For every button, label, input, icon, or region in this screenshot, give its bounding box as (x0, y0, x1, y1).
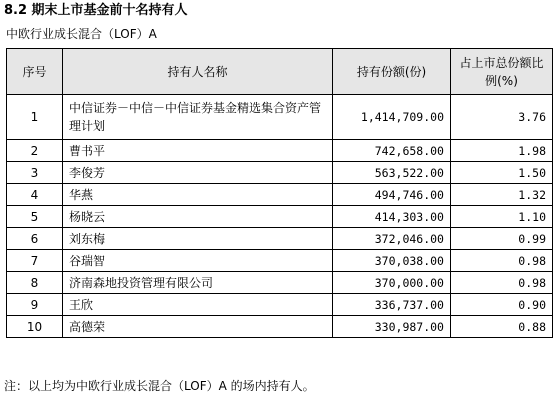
cell-holding-ratio: 1.50 (451, 162, 553, 184)
header-holding-amount: 持有份额(份) (333, 49, 451, 95)
section-title: 8.2 期末上市基金前十名持有人 (4, 3, 188, 18)
cell-holder-name: 谷瑞智 (63, 250, 333, 272)
cell-holding-amount: 494,746.00 (333, 184, 451, 206)
header-no: 序号 (7, 49, 63, 95)
table-row (7, 250, 553, 272)
cell-holding-amount: 1,414,709.00 (333, 95, 451, 140)
table-row (7, 272, 553, 294)
cell-holding-amount: 330,987.00 (333, 316, 451, 338)
cell-holder-name: 王欣 (63, 294, 333, 316)
cell-holding-ratio: 0.98 (451, 272, 553, 294)
cell-no: 7 (7, 250, 63, 272)
cell-holding-ratio: 0.99 (451, 228, 553, 250)
cell-holder-name: 中信证券－中信－中信证券基金精选集合资产管理计划 (63, 95, 333, 140)
table-row (7, 162, 553, 184)
fund-name: 中欧行业成长混合（LOF）A (6, 27, 157, 41)
cell-holding-ratio: 1.10 (451, 206, 553, 228)
cell-holding-ratio: 1.98 (451, 140, 553, 162)
cell-holder-name: 华燕 (63, 184, 333, 206)
cell-holder-name: 济南森地投资管理有限公司 (63, 272, 333, 294)
cell-no: 8 (7, 272, 63, 294)
cell-holding-ratio: 0.88 (451, 316, 553, 338)
cell-holding-ratio: 3.76 (451, 95, 553, 140)
header-holding-ratio: 占上市总份额比例(%) (451, 49, 553, 95)
cell-no: 4 (7, 184, 63, 206)
cell-no: 6 (7, 228, 63, 250)
footnote: 注：以上均为中欧行业成长混合（LOF）A 的场内持有人。 (4, 379, 315, 393)
cell-no: 10 (7, 316, 63, 338)
cell-holding-amount: 742,658.00 (333, 140, 451, 162)
cell-holding-amount: 370,038.00 (333, 250, 451, 272)
cell-holder-name: 刘东梅 (63, 228, 333, 250)
header-holder-name: 持有人名称 (63, 49, 333, 95)
cell-holding-amount: 414,303.00 (333, 206, 451, 228)
cell-holding-amount: 372,046.00 (333, 228, 451, 250)
cell-no: 9 (7, 294, 63, 316)
cell-no: 1 (7, 95, 63, 140)
cell-holding-amount: 370,000.00 (333, 272, 451, 294)
table-row (7, 140, 553, 162)
cell-holding-amount: 563,522.00 (333, 162, 451, 184)
cell-no: 2 (7, 140, 63, 162)
cell-holding-ratio: 0.98 (451, 250, 553, 272)
top-holders-table (6, 48, 553, 338)
table-row (7, 206, 553, 228)
table-header-row (7, 49, 553, 95)
table-row (7, 95, 553, 140)
cell-no: 5 (7, 206, 63, 228)
table-row (7, 294, 553, 316)
table-row (7, 184, 553, 206)
cell-holding-ratio: 1.32 (451, 184, 553, 206)
cell-holder-name: 杨晓云 (63, 206, 333, 228)
cell-holding-amount: 336,737.00 (333, 294, 451, 316)
cell-holder-name: 曹书平 (63, 140, 333, 162)
cell-holder-name: 李俊芳 (63, 162, 333, 184)
cell-holder-name: 高德荣 (63, 316, 333, 338)
table-row (7, 228, 553, 250)
cell-holding-ratio: 0.90 (451, 294, 553, 316)
cell-no: 3 (7, 162, 63, 184)
table-row (7, 316, 553, 338)
